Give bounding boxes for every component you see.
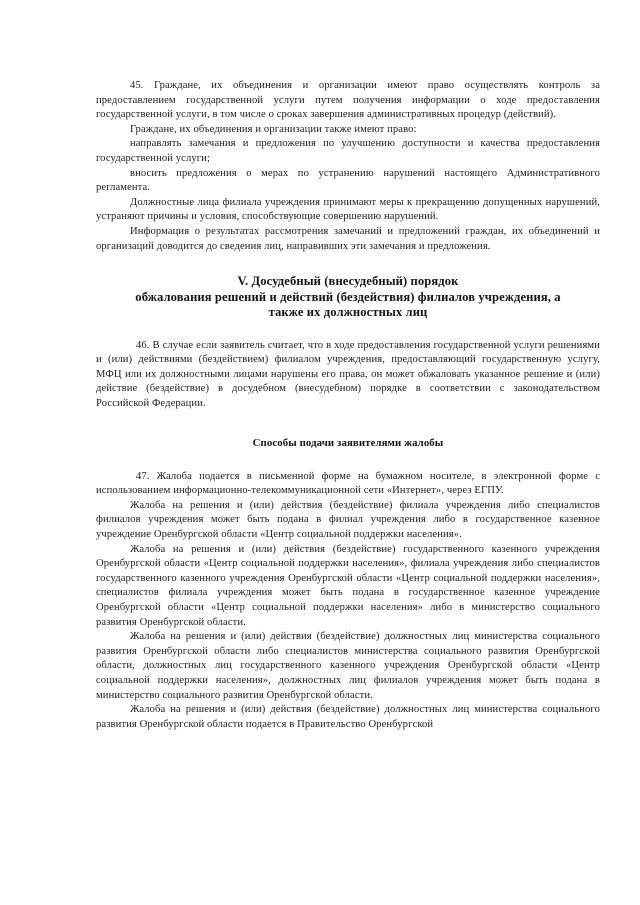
paragraph-47: 47. Жалоба подается в письменной форме на бумажном носителе, в электронной форме с использованием информационно-телекоммуникационной сети «Интернет», через ЕГПУ. xyxy=(96,470,600,497)
document-body xyxy=(96,79,600,732)
section-title xyxy=(96,274,600,321)
paragraph-45: 45. Граждане, их объединения и организации имеют право осуществлять контроль за предоставлением государственной услуги путем получения информации о ходе предоставления государственной услуги, в том числе о сроках завершения административных процедур (действий). xyxy=(96,80,600,121)
section-title-line-1: V. Досудебный (внесудебный) порядок xyxy=(237,274,459,289)
section-title-line-2: обжалования решений и действий (бездействия) филиалов учреждения, а xyxy=(135,289,561,304)
paragraph-complaint-center: Жалоба на решения и (или) действия (бездействие) государственного казенного учреждения Оренбургской области «Центр социальной поддержки населения», филиала учреждения либо специалистов государственного казенного учреждения Оренбургской области «Центр социальной поддержки населения», специалистов филиала учреждения может быть подана в государственное казенное учреждение Оренбургской области «Центр социальной поддержки населения» либо в министерство социального развития Оренбургской области. xyxy=(96,543,600,628)
section-title-line-3: также их должностных лиц xyxy=(268,305,428,320)
paragraph-complaint-branch: Жалоба на решения и (или) действия (бездействие) филиала учреждения либо специалистов филиалов учреждения может быть подана в филиал учреждения либо в государственное казенное учреждение Оренбургской области «Центр социальной поддержки населения». xyxy=(96,499,600,540)
paragraph-46: 46. В случае если заявитель считает, что в ходе предоставления государственной услуги решениями и (или) действиями (бездействием) филиалом учреждения, предоставляющий государственную услугу, МФЦ или их должностными лицами нарушены его права, он может обжаловать указанное решение и (или) действие (бездействие) в досудебном (внесудебном) порядке в соответствии с законодательством Российской Федерации. xyxy=(96,339,600,409)
paragraph-rights-1: направлять замечания и предложения по улучшению доступности и качества предоставления государственной услуги; xyxy=(96,138,600,164)
paragraph-rights-intro: Граждане, их объединения и организации также имеют право: xyxy=(130,123,417,135)
subsection-title: Способы подачи заявителями жалобы xyxy=(252,436,444,449)
paragraph-complaint-ministry: Жалоба на решения и (или) действия (бездействие) должностных лиц министерства социального развития Оренбургской области либо специалистов министерства социального развития Оренбургской области, должностных лиц государственного казенного учреждения Оренбургской области «Центр социальной поддержки населения», должностных лиц филиалов учреждения может быть подана в министерство социального развития Оренбургской области. xyxy=(96,631,600,701)
paragraph-complaint-government: Жалоба на решения и (или) действия (бездействие) должностных лиц министерства социального развития Оренбургской области подается в Правительство Оренбургской xyxy=(96,704,600,730)
paragraph-officials-measures: Должностные лица филиала учреждения принимают меры к прекращению допущенных нарушений, устраняют причины и условия, способствующие совершению нарушений. xyxy=(96,196,600,223)
paragraph-rights-2: вносить предложения о мерах по устранению нарушений настоящего Административного регламента. xyxy=(96,167,600,194)
paragraph-results-info: Информация о результатах рассмотрения замечаний и предложений граждан, их объединений и организаций доводится до сведения лиц, направивших эти замечания и предложения. xyxy=(96,225,600,252)
